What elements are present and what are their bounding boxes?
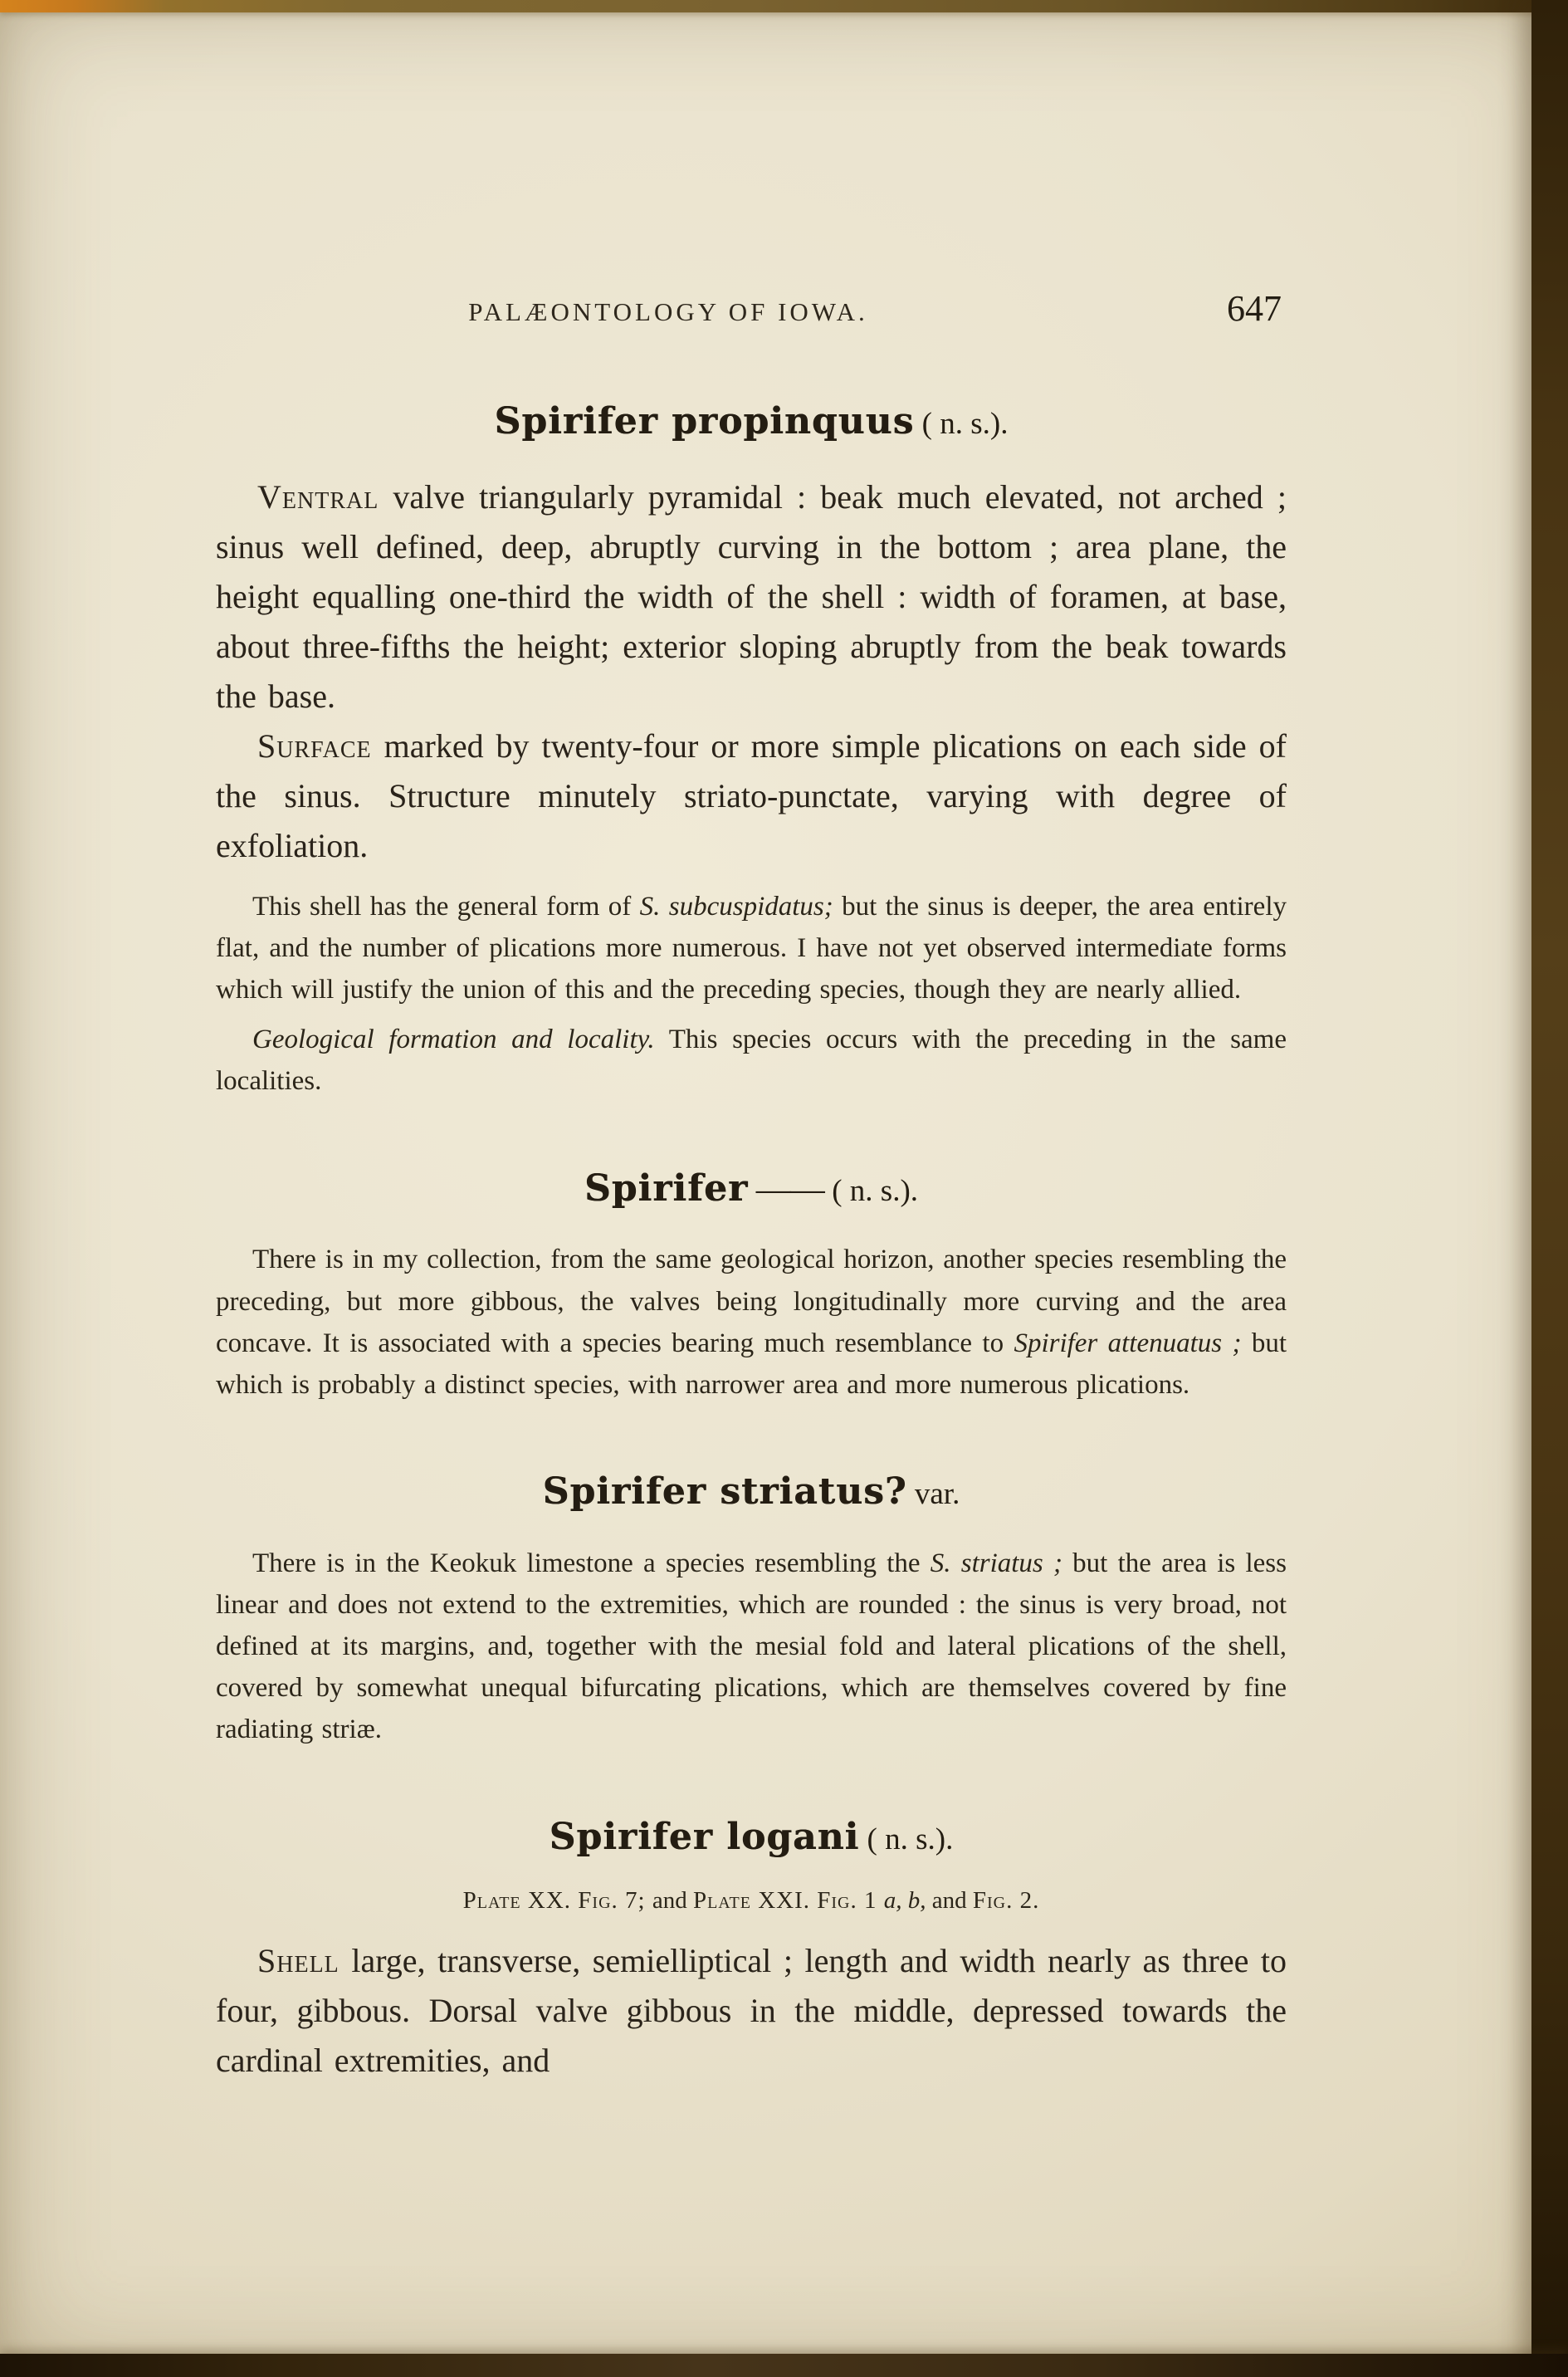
page-number: 647 (1227, 288, 1282, 329)
text-segment: S. striatus ; (930, 1548, 1062, 1578)
text-segment: Plate XXI. Fig. 1 (692, 1887, 884, 1915)
text-segment: marked by twenty-four or more simple plications on each side of the sinus. Structure minutely striato-punctate, varying with degree of exfoliation. (216, 726, 1287, 864)
text-segment: ( n. s.). (832, 1173, 919, 1208)
text-segment: ( n. s.). (914, 407, 1009, 441)
text-segment: There is in the Keokuk limestone a species resembling the (252, 1548, 931, 1578)
text-segment: a, b, (883, 1887, 932, 1915)
text-segment: Spirifer striatus? (542, 1470, 907, 1513)
text-segment: ( n. s.). (859, 1822, 954, 1856)
paragraph-ventral-description (216, 472, 1287, 721)
text-segment: S. subcuspidatus; (639, 891, 833, 922)
species-heading-striatus (216, 1470, 1287, 1514)
page-edge-bottom (0, 2354, 1568, 2377)
running-head (216, 288, 1287, 335)
text-segment: Spirifer attenuatus ; (1014, 1328, 1242, 1358)
paragraph-shell-description (216, 1936, 1287, 2086)
text-segment: Spirifer propinquus (494, 400, 915, 443)
text-segment: Surface (257, 726, 372, 765)
text-segment: Fig. 2. (972, 1887, 1040, 1915)
text-segment: Geological formation and locality. (252, 1025, 655, 1055)
text-segment: Spirifer logani (549, 1815, 860, 1858)
text-segment: and (931, 1887, 973, 1915)
paragraph-keokuk-note (216, 1543, 1287, 1751)
paragraph-surface-description (216, 721, 1287, 871)
text-segment: var. (906, 1477, 960, 1511)
page-content (216, 288, 1287, 2086)
text-segment: —— (748, 1170, 833, 1209)
page-edge-right (1531, 0, 1568, 2377)
text-segment: Ventral (257, 477, 379, 516)
species-heading-logani (216, 1816, 1287, 1860)
running-title: PALÆONTOLOGY OF IOWA. (468, 297, 868, 326)
text-segment: There is in my collection, from the same geological horizon, another species resembling the preceding, but more gibbous, the valves being longitudinally more curving and the area concave. It is associated with a species bearing much resemblance to (216, 1245, 1287, 1358)
text-segment: but which is probably a distinct species, with narrower area and more numerous plications. (216, 1328, 1287, 1400)
paragraph-remarks (216, 886, 1287, 1010)
text-segment: Spirifer (584, 1166, 749, 1210)
species-heading-propinquus (216, 400, 1287, 444)
text-segment: Shell (257, 1942, 339, 1980)
text-segment: Plate XX. Fig. 7; (462, 1887, 652, 1915)
text-segment: and (652, 1887, 693, 1915)
page-edge-top (0, 0, 1568, 12)
paragraph-collection-note (216, 1239, 1287, 1406)
text-segment: but the sinus is deeper, the area entirely flat, and the number of plications more numerous. I have not yet observed intermediate forms which will justify the union of this and the preceding species, though they are nearly allied. (216, 891, 1287, 1005)
text-segment: This shell has the general form of (252, 891, 640, 922)
paragraph-geological-formation (216, 1019, 1287, 1102)
text-segment: large, transverse, semielliptical ; length and width nearly as three to four, gibbous. Dorsal valve gibbous in the middle, depressed towards the cardinal extremities, and (216, 1942, 1287, 2080)
text-segment: This species occurs with the preceding in the same localities. (216, 1025, 1287, 1097)
species-heading-unnamed (216, 1167, 1287, 1211)
text-segment: valve triangularly pyramidal : beak much elevated, not arched ; sinus well defined, deep, abruptly curving in the bottom ; area plane, the height equalling one-third the width of the shell : width of foramen, at base, about three-fifths the height; exterior sloping abruptly from the beak towards the base. (216, 477, 1287, 715)
text-segment: but the area is less linear and does not extend to the extremities, which are rounded : the sinus is very broad, not defined at its margins, and, together with the mesial fold and lateral plications of the shell, covered by somewhat unequal bifurcating plications, which are themselves covered by fine radiating striæ. (216, 1548, 1287, 1745)
plate-reference (216, 1887, 1287, 1915)
